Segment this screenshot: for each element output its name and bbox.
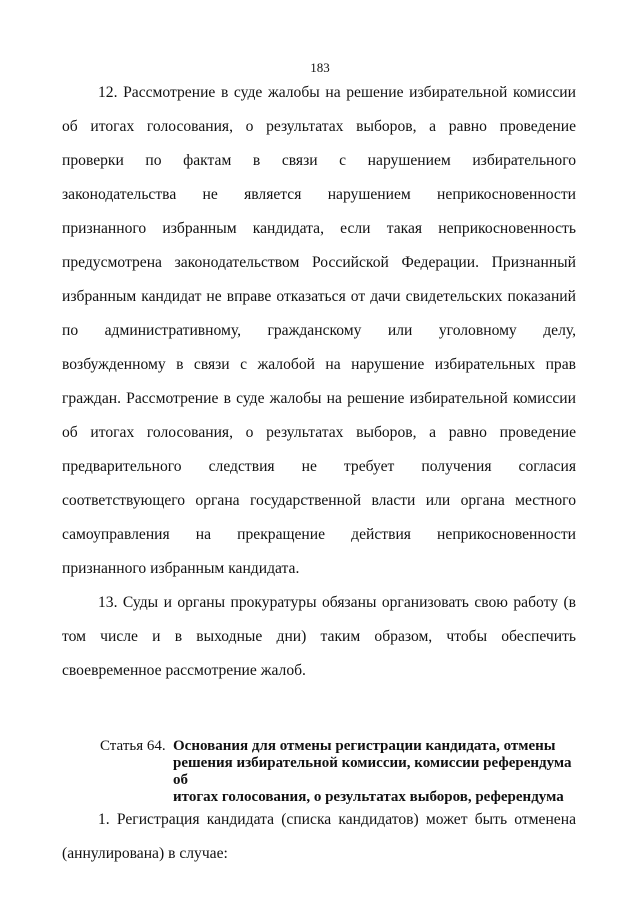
p13-line-3: своевременное рассмотрение жалоб.	[62, 662, 306, 679]
p12-line-3: проверки по фактам в связи с нарушением избирательного	[62, 152, 576, 169]
p12-line-6: предусмотрена законодательством Российской Федерации. Признанный	[62, 254, 576, 271]
p12-line-9: возбужденному в связи с жалобой на нарушение избирательных прав	[62, 356, 576, 373]
p12-line-2: об итогах голосования, о результатах выборов, а равно проведение	[62, 118, 576, 135]
p13-line-2: том числе и в выходные дни) таким образом, чтобы обеспечить	[62, 628, 576, 645]
article-title-line-3: итогах голосования, о результатах выборов, референдума	[173, 789, 564, 805]
p1-line-1: 1. Регистрация кандидата (списка кандидатов) может быть отменена	[98, 811, 576, 828]
article-title-line-1: Основания для отмены регистрации кандидата, отмены	[173, 738, 556, 754]
p12-line-8: по административному, гражданскому или уголовному делу,	[62, 322, 576, 339]
p12-line-15: признанного избранным кандидата.	[62, 560, 300, 577]
p12-line-14: самоуправления на прекращение действия неприкосновенности	[62, 526, 576, 543]
p12-line-11: об итогах голосования, о результатах выборов, а равно проведение	[62, 424, 576, 441]
p12-line-5: признанного избранным кандидата, если такая неприкосновенность	[62, 220, 576, 237]
page-number: 183	[310, 60, 330, 75]
p12-line-1: 12. Рассмотрение в суде жалобы на решение избирательной комиссии	[98, 84, 576, 101]
p12-line-7: избранным кандидат не вправе отказаться от дачи свидетельских показаний	[62, 288, 576, 305]
article-title	[173, 738, 578, 806]
p13-line-1: 13. Суды и органы прокуратуры обязаны организовать свою работу (в	[98, 594, 576, 611]
article-label: Статья 64.	[100, 738, 166, 754]
p12-line-4: законодательства не является нарушением неприкосновенности	[62, 186, 576, 203]
p12-line-13: соответствующего органа государственной власти или органа местного	[62, 492, 576, 509]
article-title-line-2: решения избирательной комиссии, комиссии референдума об	[173, 755, 572, 788]
p12-line-12: предварительного следствия не требует получения согласия	[62, 458, 576, 475]
p1-line-2: (аннулирована) в случае:	[62, 845, 228, 862]
p12-line-10: граждан. Рассмотрение в суде жалобы на решение избирательной комиссии	[62, 390, 576, 407]
